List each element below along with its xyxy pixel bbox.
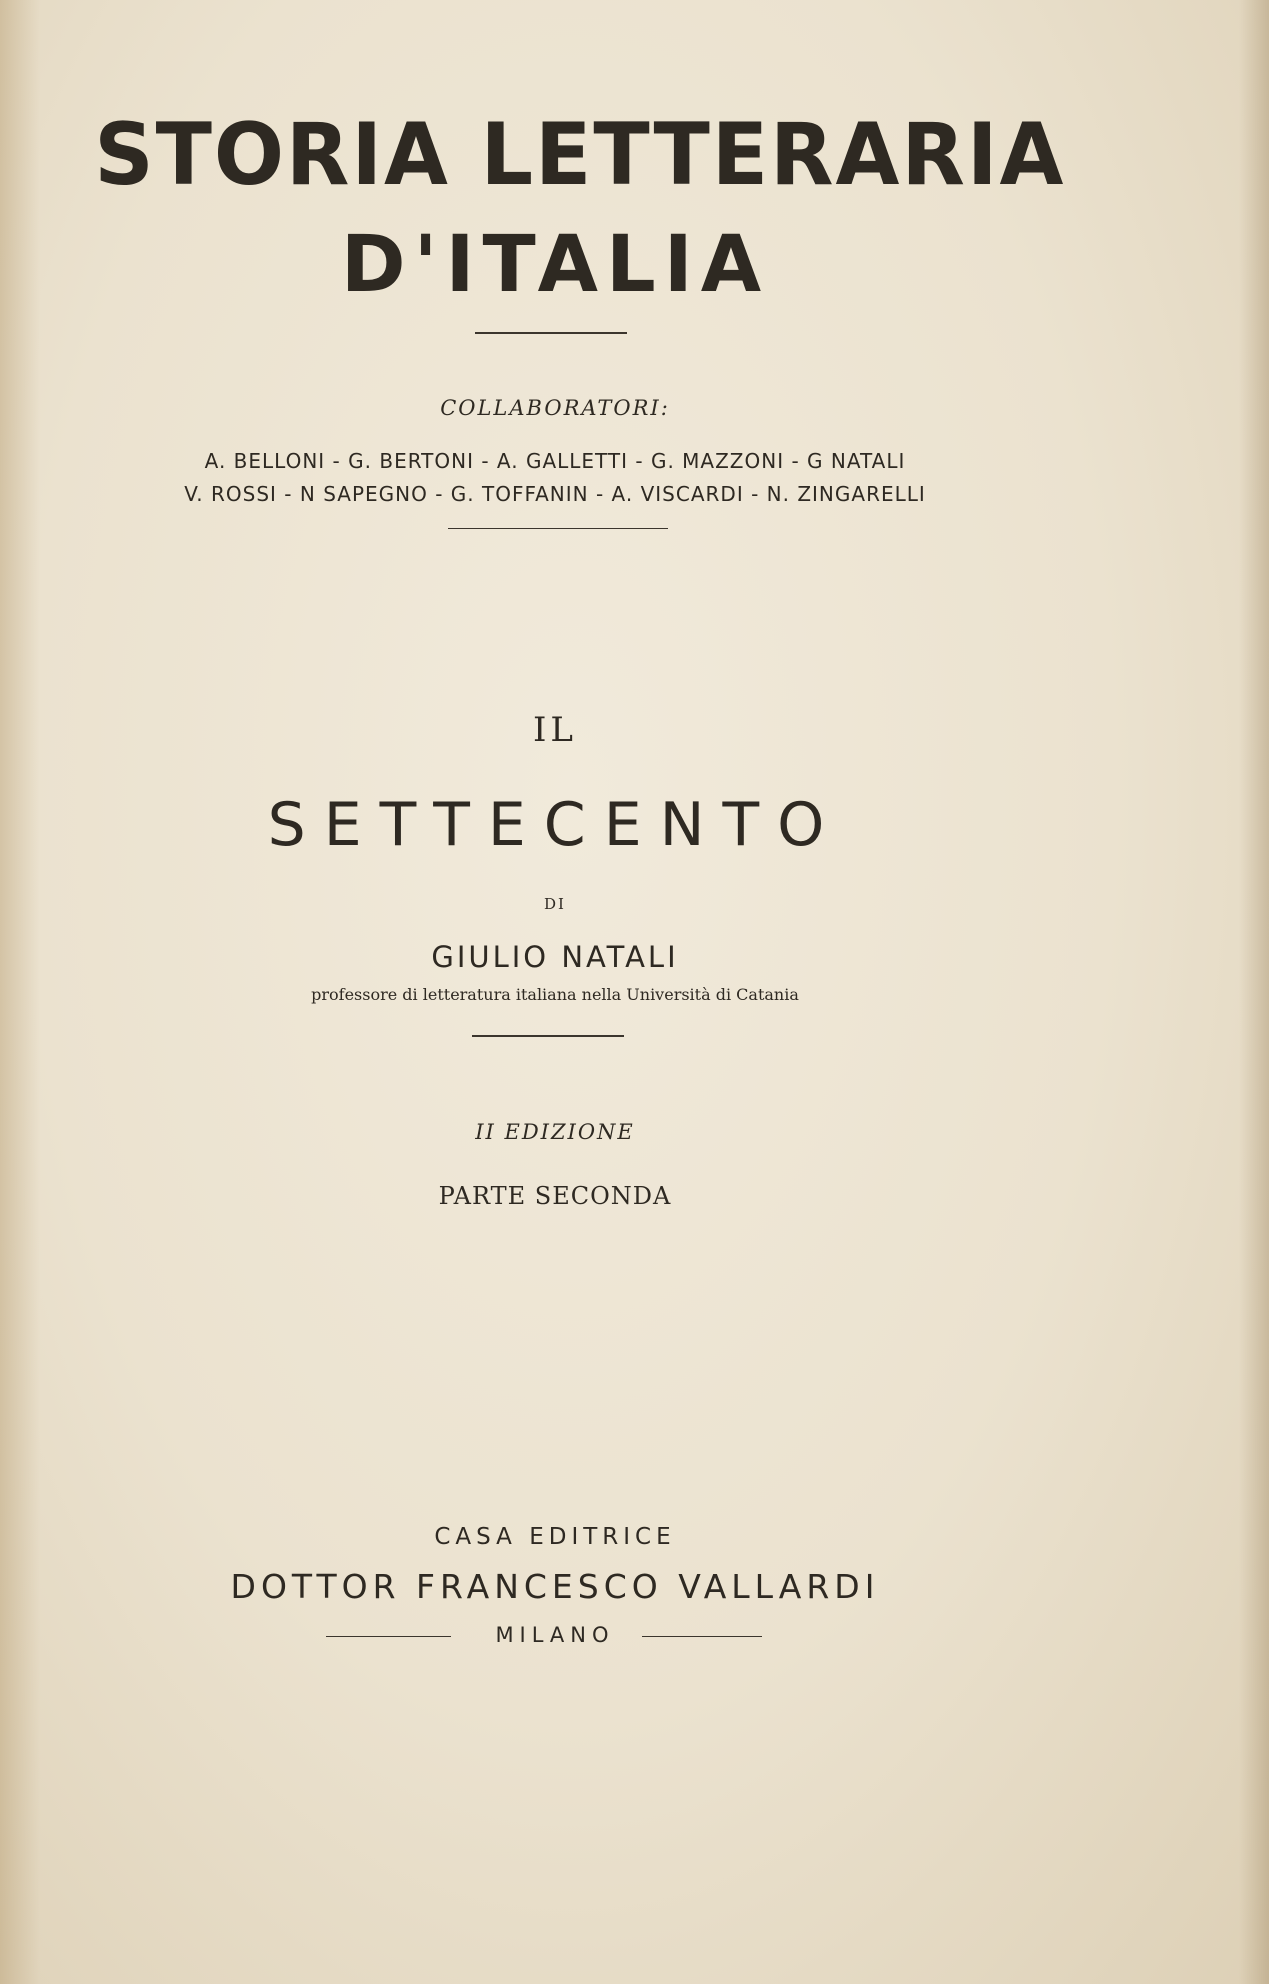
volume-prefix: IL: [532, 710, 577, 750]
collaborators-line-1: A. BELLONI - G. BERTONI - A. GALLETTI - G. MAZZONI - G NATALI: [204, 449, 906, 473]
author-role: professore di letteratura italiana nella Università di Catania: [311, 985, 799, 1004]
title-divider: [475, 332, 627, 334]
publisher-label: CASA EDITRICE: [434, 1524, 676, 1550]
volume-title: SETTECENTO: [267, 790, 843, 860]
author-name: GIULIO NATALI: [431, 940, 679, 974]
author-divider: [472, 1035, 624, 1037]
author-preposition: DI: [544, 895, 566, 913]
collaborators-label: COLLABORATORI:: [440, 396, 670, 420]
series-subtitle: D'ITALIA: [340, 220, 770, 310]
collaborators-divider: [448, 528, 668, 529]
publisher-city: MILANO: [495, 1623, 615, 1647]
collaborators-line-2: V. ROSSI - N SAPEGNO - G. TOFFANIN - A. VISCARDI - N. ZINGARELLI: [184, 482, 926, 506]
edition: II EDIZIONE: [475, 1120, 635, 1144]
city-rule-right: [642, 1636, 762, 1637]
part: PARTE SECONDA: [438, 1182, 672, 1210]
series-title: STORIA LETTERARIA: [94, 105, 1066, 205]
publisher-name: DOTTOR FRANCESCO VALLARDI: [230, 1567, 880, 1606]
